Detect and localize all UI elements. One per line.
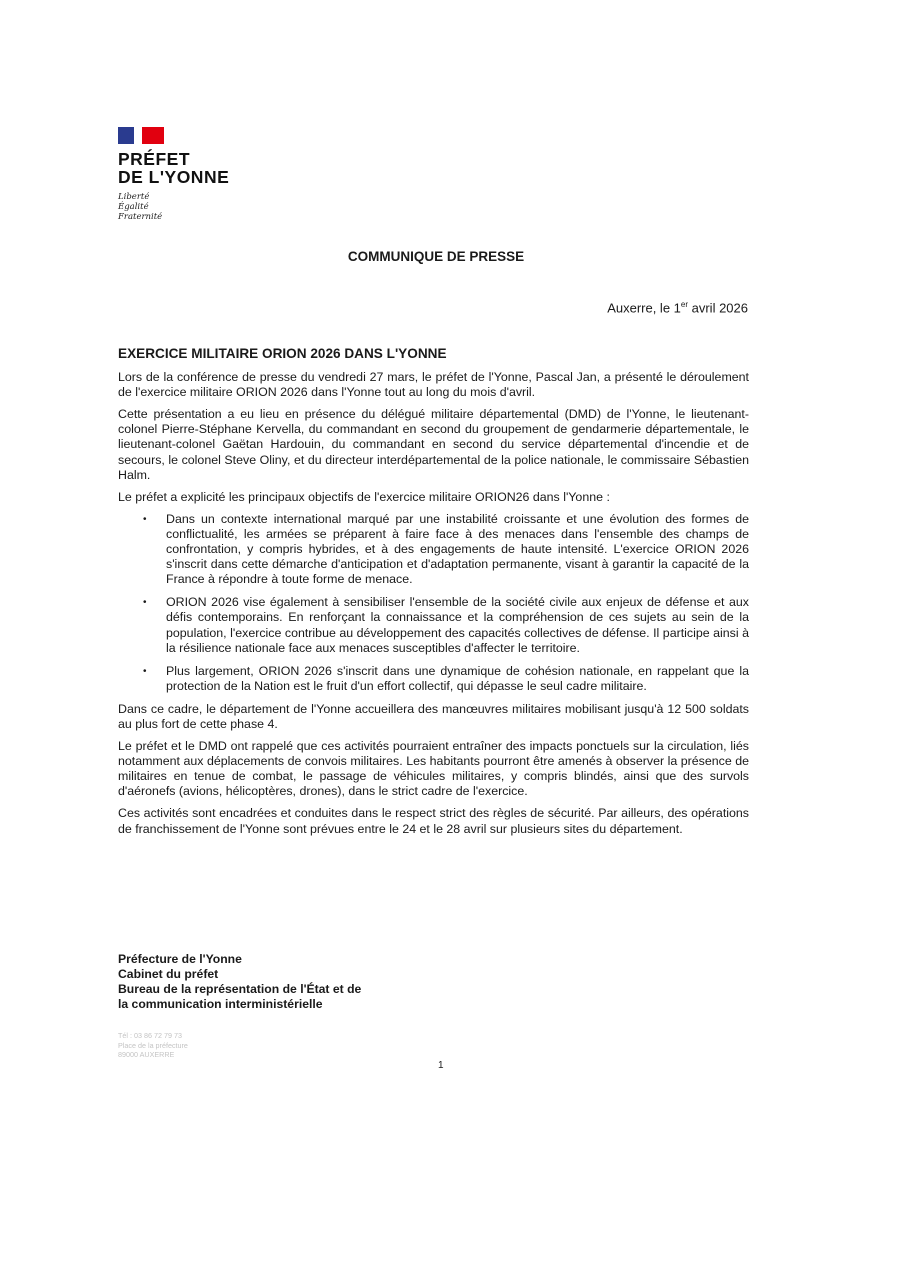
paragraph: Ces activités sont encadrées et conduites dans le respect strict des règles de sécurité. Par ailleurs, des opérations de franchissement de l'Yonne sont prévues entre le 24 et le 28 avril sur plusieurs sites du département.	[118, 806, 749, 836]
bullet-icon: •	[143, 665, 147, 677]
list-item: • Dans un contexte international marqué par une instabilité croissante et une évolution des formes de conflictualité, les armées se préparent à faire face à des menaces dans l'ensemble des champs de confrontation, y compris hybrides, et à des engagements de haute intensité. L'exercice ORION 2026 s'inscrit dans cette démarche d'anticipation et d'adaptation permanente, visant à garantir la capacité de la France à répondre à toute forme de menace.	[143, 511, 749, 587]
document-body	[118, 346, 749, 844]
signature-block	[118, 952, 361, 1012]
document-date: Auxerre, le 1er avril 2026	[607, 300, 748, 316]
contact-phone: Tél : 03 86 72 79 73	[118, 1031, 182, 1040]
bullet-icon: •	[143, 513, 147, 525]
bullet-icon: •	[143, 597, 147, 609]
flag-blue-stripe	[118, 127, 134, 144]
paragraph: Cette présentation a eu lieu en présence du délégué militaire départemental (DMD) de l'Yonne, le lieutenant-colonel Pierre-Stéphane Kervella, du commandant en second du groupement de gendarmerie départementale, le lieutenant-colonel Gaëtan Hardouin, du commandant en second du service départemental d'incendie et de secours, le colonel Steve Oliny, et du directeur interdépartemental de la police nationale, le commissaire Sébastien Halm.	[118, 407, 749, 482]
logo-title-line1: PRÉFET	[118, 149, 191, 169]
signature-line: Bureau de la représentation de l'État et de	[118, 982, 362, 996]
contact-city: 89000 AUXERRE	[118, 1050, 175, 1059]
prefecture-logo	[118, 127, 258, 222]
paragraph: Dans ce cadre, le département de l'Yonne accueillera des manœuvres militaires mobilisant jusqu'à 12 500 soldats au plus fort de cette phase 4.	[118, 701, 749, 731]
logo-title-line2: DE L'YONNE	[118, 167, 230, 187]
list-item: • ORION 2026 vise également à sensibiliser l'ensemble de la société civile aux enjeux de défense et aux défis contemporains. En renforçant la connaissance et la compréhension de ces sujets au sein de la population, l'exercice contribue au développement des capacités collectives de défense. Il participe ainsi à la résilience nationale face aux menaces susceptibles d'affecter le territoire.	[143, 595, 749, 655]
motto-egalite: Égalité	[118, 202, 149, 212]
flag-red-stripe	[142, 127, 164, 144]
motto-fraternite: Fraternité	[118, 212, 163, 222]
document-heading: COMMUNIQUE DE PRESSE	[347, 249, 525, 264]
paragraph: Le préfet a explicité les principaux objectifs de l'exercice militaire ORION26 dans l'Yonne :	[118, 489, 610, 504]
marianne-flag-icon	[118, 127, 164, 144]
republic-motto	[118, 192, 258, 222]
motto-liberte: Liberté	[118, 192, 150, 202]
paragraph: Lors de la conférence de presse du vendredi 27 mars, le préfet de l'Yonne, Pascal Jan, a présenté le déroulement de l'exercice militaire ORION 2026 dans l'Yonne tout au long du mois d'avril.	[118, 370, 749, 400]
signature-line: Cabinet du préfet	[118, 967, 219, 981]
subject-title: EXERCICE MILITAIRE ORION 2026 DANS L'YONNE	[118, 346, 447, 361]
contact-info	[118, 1031, 188, 1060]
signature-line: la communication interministérielle	[118, 997, 323, 1011]
objectives-list	[118, 512, 749, 694]
contact-address: Place de la préfecture	[118, 1040, 188, 1050]
page-number: 1	[438, 1060, 444, 1071]
list-item: • Plus largement, ORION 2026 s'inscrit dans une dynamique de cohésion nationale, en rappelant que la protection de la Nation est le fruit d'un effort collectif, qui dépasse le seul cadre militaire.	[143, 663, 749, 693]
flag-white-stripe	[134, 127, 142, 144]
signature-line: Préfecture de l'Yonne	[118, 952, 242, 966]
paragraph: Le préfet et le DMD ont rappelé que ces activités pourraient entraîner des impacts ponctuels sur la circulation, liés notamment aux déplacements de convois militaires. Les habitants pourront être amenés à observer la présence de militaires en tenue de combat, le passage de véhicules militaires, y compris blindés, ainsi que des survols d'aéronefs (avions, hélicoptères, drones), dans le strict cadre de l'exercice.	[118, 739, 749, 799]
